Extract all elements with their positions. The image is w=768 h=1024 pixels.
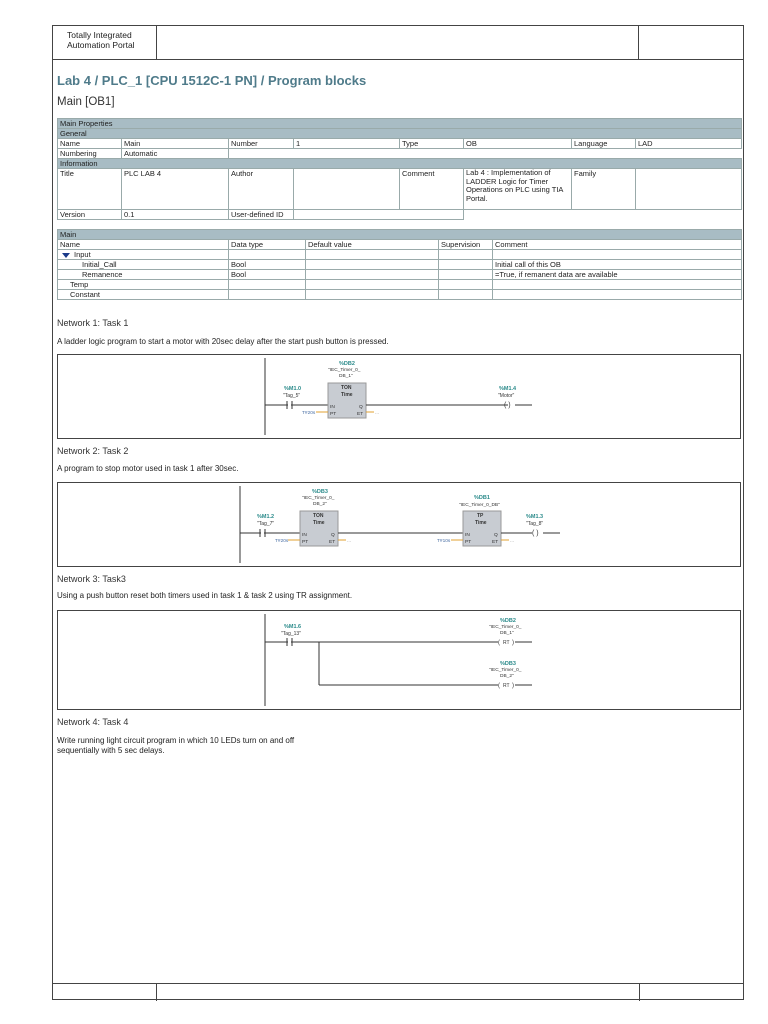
network-4-desc-line1: Write running light circuit program in which 10 LEDs turn on and off — [57, 736, 295, 745]
col-comment: Comment — [493, 240, 742, 250]
row-default — [306, 250, 439, 260]
row-type — [229, 250, 306, 260]
rt2-db-name-1: "IEC_Timer_0_ — [489, 668, 522, 673]
rt-label: RT — [503, 640, 510, 646]
rt1-db-address: %DB2 — [500, 618, 516, 624]
page-footer — [52, 983, 744, 1001]
network-2-desc: A program to stop motor used in task 1 after 30sec. — [57, 464, 239, 473]
col-datatype: Data type — [229, 240, 306, 250]
coil-tag: "Tag_8" — [526, 521, 544, 527]
empty-cell — [464, 210, 742, 220]
comment-label: Comment — [400, 169, 464, 210]
block-title: Main [OB1] — [57, 96, 115, 108]
row-supervision — [439, 260, 493, 270]
coil-address: %M1.3 — [526, 514, 544, 520]
interface-table — [57, 229, 742, 300]
network-4-desc-line2: sequentially with 5 sec delays. — [57, 746, 165, 755]
col-supervision: Supervision — [439, 240, 493, 250]
name-label: Name — [58, 139, 122, 149]
contact-address: %M1.2 — [257, 514, 275, 520]
table-row[interactable] — [58, 250, 229, 260]
row-comment: =True, if remanent data are available — [493, 270, 742, 280]
general-header: General — [58, 129, 742, 139]
svg-text:(: ( — [498, 683, 500, 689]
contact-tag: "Tag_13" — [281, 631, 301, 637]
et-value: ... — [510, 539, 514, 544]
version-label: Version — [58, 210, 122, 220]
col-name: Name — [58, 240, 229, 250]
network-1-diagram — [58, 355, 742, 440]
contact-address: %M1.6 — [284, 624, 302, 630]
row-name: Input — [74, 250, 91, 259]
row-comment: Initial call of this OB — [493, 260, 742, 270]
fb1-db-name-2: DB_2" — [313, 502, 327, 507]
svg-text:( ): ( ) — [532, 530, 539, 537]
row-comment — [493, 250, 742, 260]
pin-pt: PT — [302, 540, 309, 545]
fb-subtype: Time — [341, 392, 353, 398]
fb2-db-address: %DB1 — [474, 495, 490, 501]
pin-et: ET — [329, 540, 336, 545]
rt2-db-address: %DB3 — [500, 661, 516, 667]
portal-name — [53, 26, 157, 59]
fb1-subtype: Time — [313, 520, 325, 526]
header-right-cell — [638, 26, 743, 59]
information-header: Information — [58, 159, 742, 169]
portal-line-1: Totally Integrated — [67, 30, 132, 40]
fb-db-name-1: "IEC_Timer_0_ — [328, 368, 361, 373]
row-supervision — [439, 280, 493, 290]
row-default — [306, 280, 439, 290]
fb-type: TON — [341, 385, 352, 391]
expand-triangle-icon[interactable] — [62, 253, 70, 258]
row-name: Constant — [58, 290, 229, 300]
fb2-type: TP — [477, 513, 484, 519]
svg-text:): ) — [512, 640, 514, 646]
row-comment — [493, 280, 742, 290]
fb1-type: TON — [313, 513, 324, 519]
rt-label: RT — [503, 683, 510, 689]
family-label: Family — [572, 169, 636, 210]
pin-in: IN — [330, 405, 335, 410]
fb2-subtype: Time — [475, 520, 487, 526]
network-3-title: Network 3: Task3 — [57, 574, 126, 584]
pin-et: ET — [492, 540, 499, 545]
contact-tag: "Tag_7" — [257, 521, 275, 527]
name-value: Main — [122, 139, 229, 149]
network-2-title: Network 2: Task 2 — [57, 446, 129, 456]
network-1-ladder — [57, 354, 741, 439]
row-type: Bool — [229, 270, 306, 280]
rt1-db-name-1: "IEC_Timer_0_ — [489, 625, 522, 630]
main-properties-table — [57, 118, 742, 220]
fb2-db-name: "IEC_Timer_0_DB" — [459, 503, 500, 508]
coil-address: %M1.4 — [499, 386, 517, 392]
pt1-value: T#20s — [275, 539, 289, 544]
pin-in: IN — [302, 533, 307, 538]
coil-icon — [532, 530, 539, 537]
network-2-diagram — [58, 483, 742, 568]
fb-db-name-2: DB_1" — [339, 374, 353, 379]
title-label: Title — [58, 169, 122, 210]
svg-text:( ): ( ) — [504, 402, 511, 409]
row-supervision — [439, 250, 493, 260]
network-4-desc — [57, 736, 294, 756]
row-name: Initial_Call — [58, 260, 229, 270]
row-default — [306, 290, 439, 300]
footer-divider — [639, 984, 640, 1001]
network-3-ladder — [57, 610, 741, 710]
number-label: Number — [229, 139, 294, 149]
network-1-desc: A ladder logic program to start a motor with 20sec delay after the start push button is pressed. — [57, 337, 389, 346]
udid-value — [294, 210, 464, 220]
coil-tag: "Motor" — [498, 393, 515, 399]
language-value: LAD — [636, 139, 742, 149]
portal-line-2: Automation Portal — [67, 40, 135, 50]
numbering-value: Automatic — [122, 149, 229, 159]
row-default — [306, 260, 439, 270]
family-value — [636, 169, 742, 210]
pin-pt: PT — [465, 540, 472, 545]
et-value: ... — [375, 411, 379, 416]
col-default: Default value — [306, 240, 439, 250]
rt2-db-name-2: DB_2" — [500, 674, 514, 679]
title-value: PLC LAB 4 — [122, 169, 229, 210]
numbering-label: Numbering — [58, 149, 122, 159]
page-title: Lab 4 / PLC_1 [CPU 1512C-1 PN] / Program blocks — [57, 73, 367, 88]
language-label: Language — [572, 139, 636, 149]
footer-divider — [156, 984, 157, 1001]
pin-in: IN — [465, 533, 470, 538]
pt-value: T#20s — [302, 411, 316, 416]
row-name: Temp — [58, 280, 229, 290]
row-supervision — [439, 290, 493, 300]
udid-label: User-defined ID — [229, 210, 294, 220]
rt1-db-name-2: DB_1" — [500, 631, 514, 636]
type-label: Type — [400, 139, 464, 149]
et-value: ... — [347, 539, 351, 544]
row-type — [229, 280, 306, 290]
row-type — [229, 290, 306, 300]
row-comment — [493, 290, 742, 300]
network-3-diagram — [58, 611, 742, 711]
interface-section: Main — [58, 230, 742, 240]
number-value: 1 — [294, 139, 400, 149]
network-4-title: Network 4: Task 4 — [57, 717, 129, 727]
pin-q: Q — [359, 405, 363, 410]
network-2-ladder — [57, 482, 741, 567]
reset-timer-coil-icon — [498, 640, 514, 646]
network-1-title: Network 1: Task 1 — [57, 318, 129, 328]
reset-timer-coil-icon — [498, 683, 514, 689]
pin-q: Q — [494, 533, 498, 538]
comment-value: Lab 4 : Implementation of LADDER Logic for Timer Operations on PLC using TIA Portal. — [464, 169, 572, 210]
main-properties-header: Main Properties — [58, 119, 742, 129]
pin-pt: PT — [330, 412, 337, 417]
fb1-db-address: %DB3 — [312, 489, 328, 495]
type-value: OB — [464, 139, 572, 149]
row-type: Bool — [229, 260, 306, 270]
pt2-value: T#10s — [437, 539, 451, 544]
contact-tag: "Tag_5" — [283, 393, 301, 399]
coil-icon — [504, 402, 511, 409]
pin-et: ET — [357, 412, 364, 417]
svg-text:): ) — [512, 683, 514, 689]
version-value: 0.1 — [122, 210, 229, 220]
fb-db-address: %DB2 — [339, 361, 355, 367]
row-default — [306, 270, 439, 280]
pin-q: Q — [331, 533, 335, 538]
row-name: Remanence — [58, 270, 229, 280]
fb1-db-name-1: "IEC_Timer_0_ — [302, 496, 335, 501]
author-value — [294, 169, 400, 210]
page-header — [52, 25, 744, 60]
contact-address: %M1.0 — [284, 386, 302, 392]
network-3-desc: Using a push button reset both timers used in task 1 & task 2 using TR assignment. — [57, 591, 353, 600]
empty-cell — [229, 149, 742, 159]
svg-text:(: ( — [498, 640, 500, 646]
row-supervision — [439, 270, 493, 280]
author-label: Author — [229, 169, 294, 210]
